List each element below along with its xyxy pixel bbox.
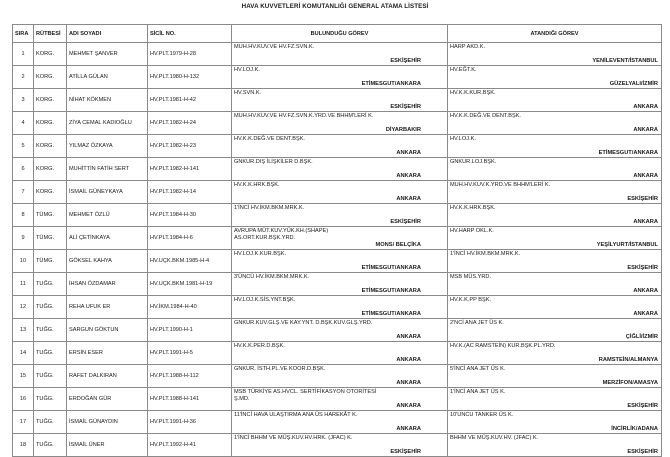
current-duty: HV.K.K.DEĞ.VE DENT.BŞK. [234, 136, 305, 142]
current-duty: HV.K.K.PER.D.BŞK. [234, 343, 285, 349]
new-location: ANKARA [633, 173, 658, 179]
new-duty: 1'İNCİ ANA JET ÜS K. [450, 389, 506, 395]
table-row [13, 181, 662, 204]
cell-bulundugu-gorev [232, 273, 448, 296]
cell-rutbe: KORG. [34, 158, 67, 181]
cell-rutbe: TUĞG. [34, 434, 67, 457]
new-duty: HV.HARP OKL.K. [450, 228, 494, 234]
new-location: MERZİFON/AMASYA [602, 380, 658, 386]
cell-ad-soyad: ALİ ÇETİNKAYA [67, 227, 148, 250]
cell-sicil: HV.UÇK.BKM.1981-H-19 [148, 273, 232, 296]
cell-sira: 8 [13, 204, 34, 227]
new-duty: 1'İNCİ HV.İKM.BKM.MRK.K. [450, 251, 521, 257]
current-location: ESKİŞEHİR [390, 58, 421, 64]
cell-bulundugu-gorev [232, 158, 448, 181]
header-bulundugu-gorev: BULUNDUĞU GÖREV [232, 25, 448, 43]
current-duty: 1'İNCİ HV.İKM.BKM.MRK.K. [234, 205, 305, 211]
table-row [13, 342, 662, 365]
cell-ad-soyad: RAFET DALKIRAN [67, 365, 148, 388]
new-duty: HV.K.K.HRK.BŞK. [450, 205, 496, 211]
cell-rutbe: KORG. [34, 66, 67, 89]
cell-atandigi-gorev [448, 273, 662, 296]
new-duty: MUH.HV.KUV.K.YRD.VE BHHM'LERİ K. [450, 182, 551, 188]
table-row [13, 273, 662, 296]
current-location: MONS/ BELÇİKA [375, 242, 421, 248]
current-duty: AVRUPA MÜT.KUV.YÜK.KH.(SHAPE) AS.ORT.KUR.BŞK.YRD. [234, 228, 329, 241]
cell-atandigi-gorev [448, 296, 662, 319]
table-row [13, 319, 662, 342]
cell-bulundugu-gorev [232, 319, 448, 342]
cell-ad-soyad: REHA UFUK ER [67, 296, 148, 319]
current-duty: HV.LOJ.K.SİS.YNT.BŞK. [234, 297, 296, 303]
cell-atandigi-gorev [448, 43, 662, 66]
cell-sira: 4 [13, 112, 34, 135]
current-duty: 11'İNCİ HAVA ULAŞTIRMA ANA ÜS HAREKÂT K. [234, 412, 358, 418]
current-duty: HV.SVN.K. [234, 90, 262, 96]
current-location: ETİMESGUT/ANKARA [361, 265, 421, 271]
cell-sira: 10 [13, 250, 34, 273]
cell-bulundugu-gorev [232, 342, 448, 365]
cell-sira: 18 [13, 434, 34, 457]
current-duty: HV.K.K.HRK.BŞK. [234, 182, 280, 188]
cell-sicil: HV.PLT.1988-H-112 [148, 365, 232, 388]
cell-sira: 15 [13, 365, 34, 388]
cell-rutbe: TÜMG. [34, 204, 67, 227]
current-location: DİYARBAKIR [385, 127, 421, 133]
cell-ad-soyad: NİHAT KÖKMEN [67, 89, 148, 112]
new-location: ANKARA [633, 219, 658, 225]
new-duty: HV.K.K.DEĞ.VE DENT.BŞK. [450, 113, 521, 119]
current-location: ETİMESGUT/ANKARA [361, 81, 421, 87]
current-location: ANKARA [396, 403, 421, 409]
table-row [13, 227, 662, 250]
cell-bulundugu-gorev [232, 204, 448, 227]
cell-atandigi-gorev [448, 342, 662, 365]
new-location: ETİMESGUT/ANKARA [598, 150, 658, 156]
general-assignment-table [12, 24, 662, 457]
current-location: ANKARA [396, 173, 421, 179]
cell-ad-soyad: YILMAZ ÖZKAYA [67, 135, 148, 158]
cell-sira: 2 [13, 66, 34, 89]
header-rutbe: RÜTBESİ [34, 25, 67, 43]
new-duty: HV.LOJ.K. [450, 136, 476, 142]
cell-rutbe: TUĞG. [34, 273, 67, 296]
cell-rutbe: KORG. [34, 43, 67, 66]
cell-ad-soyad: İSMAİL GÜNAYDIN [67, 411, 148, 434]
cell-bulundugu-gorev [232, 181, 448, 204]
cell-atandigi-gorev [448, 365, 662, 388]
new-location: ÇİĞLİ/İZMİR [625, 334, 658, 340]
cell-sira: 13 [13, 319, 34, 342]
new-location: RAMSTEİN/ALMANYA [598, 357, 658, 363]
new-location: ANKARA [633, 288, 658, 294]
cell-rutbe: TÜMG. [34, 250, 67, 273]
cell-sicil: HV.PLT.1981-H-42 [148, 89, 232, 112]
new-duty: HV.K.(AC RAMSTEİN) KUR.BŞK.PL.YRD. [450, 343, 556, 349]
current-duty: GNKUR. İSTH.PL.VE KOOR.D.BŞK. [234, 366, 326, 372]
table-row [13, 135, 662, 158]
cell-sicil: HV.UÇK.BKM.1985-H-4 [148, 250, 232, 273]
current-location: ANKARA [396, 196, 421, 202]
cell-rutbe: TUĞG. [34, 319, 67, 342]
cell-sira: 16 [13, 388, 34, 411]
cell-atandigi-gorev [448, 89, 662, 112]
current-duty: HV.LOJ.K. [234, 67, 260, 73]
current-duty: MSB TÜRKİYE AS.HVCL. SERTİFİKASYON OTORİTESİ Ş.MD. [234, 389, 377, 402]
cell-rutbe: TUĞG. [34, 365, 67, 388]
new-location: ANKARA [633, 104, 658, 110]
header-ad-soyad: ADI SOYADI [67, 25, 148, 43]
cell-sira: 17 [13, 411, 34, 434]
cell-atandigi-gorev [448, 388, 662, 411]
cell-sicil: HV.PLT.1984-H-30 [148, 204, 232, 227]
cell-sicil: HV.PLT.1979-H-28 [148, 43, 232, 66]
current-location: ANKARA [396, 150, 421, 156]
table-row [13, 43, 662, 66]
header-sira: SIRA [13, 25, 34, 43]
cell-sicil: HV.PLT.1982-H-23 [148, 135, 232, 158]
cell-bulundugu-gorev [232, 66, 448, 89]
table-row [13, 434, 662, 457]
new-location: İNCİRLİK/ADANA [611, 426, 658, 432]
cell-sira: 5 [13, 135, 34, 158]
new-duty: GNKUR.LOJ.BŞK. [450, 159, 497, 165]
new-location: GÜZELYALI/İZMİR [609, 81, 658, 87]
cell-ad-soyad: ZİYA CEMAL KADIOĞLU [67, 112, 148, 135]
cell-atandigi-gorev [448, 434, 662, 457]
current-location: ESKİŞEHİR [390, 449, 421, 455]
cell-sicil: HV.PLT.1982-H-24 [148, 112, 232, 135]
cell-bulundugu-gorev [232, 411, 448, 434]
cell-sira: 1 [13, 43, 34, 66]
new-duty: 2'NCİ ANA JET ÜS K. [450, 320, 504, 326]
cell-ad-soyad: SARGUN GÖKTUN [67, 319, 148, 342]
cell-rutbe: KORG. [34, 112, 67, 135]
new-location: ESKİŞEHİR [627, 196, 658, 202]
new-duty: HARP AKD.K. [450, 44, 486, 50]
current-duty: GNKUR.KUV.GLŞ.VE KAY.YNT. D.BŞK.KUV.GLŞ.YRD. [234, 320, 373, 326]
new-duty: HV.EĞT.K. [450, 67, 477, 73]
cell-sicil: HV.PLT.1982-H-141 [148, 158, 232, 181]
cell-rutbe: KORG. [34, 181, 67, 204]
cell-sicil: HV.PLT.1991-H-36 [148, 411, 232, 434]
current-duty: 1'İNCİ BHHM VE MÜŞ.KUV.HV.HRK. (JFAC) K. [234, 435, 353, 441]
new-duty: 10'UNCU TANKER ÜS K. [450, 412, 514, 418]
cell-atandigi-gorev [448, 227, 662, 250]
cell-bulundugu-gorev [232, 43, 448, 66]
cell-ad-soyad: İSMAİL GÜNEYKAYA [67, 181, 148, 204]
cell-bulundugu-gorev [232, 250, 448, 273]
cell-ad-soyad: GÖKSEL KAHYA [67, 250, 148, 273]
current-location: ANKARA [396, 380, 421, 386]
new-location: YEŞİLYURT/İSTANBUL [596, 242, 658, 248]
cell-bulundugu-gorev [232, 388, 448, 411]
cell-atandigi-gorev [448, 250, 662, 273]
new-duty: HV.K.K.PP BŞK. [450, 297, 492, 303]
table-row [13, 250, 662, 273]
cell-sira: 6 [13, 158, 34, 181]
cell-ad-soyad: ATİLLA GÜLAN [67, 66, 148, 89]
cell-sira: 14 [13, 342, 34, 365]
current-location: ETİMESGUT/ANKARA [361, 311, 421, 317]
cell-rutbe: KORG. [34, 135, 67, 158]
cell-ad-soyad: ERSİN ESER [67, 342, 148, 365]
cell-rutbe: TUĞG. [34, 296, 67, 319]
cell-sicil: HV.PLT.1992-H-41 [148, 434, 232, 457]
cell-ad-soyad: İHSAN ÖZDAMAR [67, 273, 148, 296]
cell-rutbe: TÜMG. [34, 227, 67, 250]
cell-atandigi-gorev [448, 112, 662, 135]
new-duty: BHHM VE MÜŞ.KUV.HV. (JFAC) K. [450, 435, 539, 441]
cell-bulundugu-gorev [232, 365, 448, 388]
cell-sicil: HV.PLT.1988-H-141 [148, 388, 232, 411]
header-sicil: SİCİL NO. [148, 25, 232, 43]
cell-sira: 12 [13, 296, 34, 319]
cell-sira: 11 [13, 273, 34, 296]
current-duty: MUH.HV.KUV.VE HV.FZ.SVN.K. [234, 44, 315, 50]
new-duty: 5'İNCİ ANA JET ÜS K. [450, 366, 506, 372]
cell-sicil: HV.İKM.1984-H-40 [148, 296, 232, 319]
cell-sira: 7 [13, 181, 34, 204]
current-duty: 3'ÜNCÜ HV.İKM.BKM.MRK.K. [234, 274, 310, 280]
cell-ad-soyad: MUHİTTİN FATİH SERT [67, 158, 148, 181]
table-row [13, 365, 662, 388]
cell-rutbe: TUĞG. [34, 411, 67, 434]
table-row [13, 112, 662, 135]
cell-atandigi-gorev [448, 158, 662, 181]
cell-sira: 9 [13, 227, 34, 250]
table-row [13, 296, 662, 319]
current-duty: HV.LOJ.K.KUR.BŞK. [234, 251, 287, 257]
cell-rutbe: TUĞG. [34, 388, 67, 411]
current-duty: MUH.HV.KUV.VE HV.FZ.SVN.K.YRD.VE BHHM'LERİ K. [234, 113, 374, 119]
cell-sicil: HV.PLT.1982-H-14 [148, 181, 232, 204]
cell-atandigi-gorev [448, 411, 662, 434]
cell-atandigi-gorev [448, 181, 662, 204]
cell-ad-soyad: MEHMET ŞANVER [67, 43, 148, 66]
cell-atandigi-gorev [448, 204, 662, 227]
table-row [13, 411, 662, 434]
cell-sicil: HV.PLT.1984-H-6 [148, 227, 232, 250]
cell-sicil: HV.PLT.1980-H-132 [148, 66, 232, 89]
header-atandigi-gorev: ATANDIĞI GÖREV [448, 25, 662, 43]
new-location: YENİLEVENT/İSTANBUL [592, 58, 658, 64]
current-location: ETİMESGUT/ANKARA [361, 288, 421, 294]
current-location: ANKARA [396, 426, 421, 432]
cell-bulundugu-gorev [232, 89, 448, 112]
table-row [13, 388, 662, 411]
new-duty: MSB MÜS.YRD. [450, 274, 492, 280]
cell-sicil: HV.PLT.1991-H-5 [148, 342, 232, 365]
document-title: HAVA KUVVETLERİ KOMUTANLIĞI GENERAL ATAMA LİSTESİ [241, 3, 429, 10]
table-row [13, 66, 662, 89]
current-location: ESKİŞEHİR [390, 219, 421, 225]
cell-rutbe: TUĞG. [34, 342, 67, 365]
cell-bulundugu-gorev [232, 135, 448, 158]
current-location: ANKARA [396, 334, 421, 340]
new-location: ANKARA [633, 127, 658, 133]
new-duty: HV.K.K.KUR.BŞK. [450, 90, 496, 96]
table-row [13, 89, 662, 112]
new-location: ANKARA [633, 311, 658, 317]
current-location: ESKİŞEHİR [390, 104, 421, 110]
cell-bulundugu-gorev [232, 296, 448, 319]
new-location: ESKİŞEHİR [627, 403, 658, 409]
table-row [13, 204, 662, 227]
table-row [13, 158, 662, 181]
table-header-row [13, 25, 662, 43]
cell-atandigi-gorev [448, 319, 662, 342]
cell-sicil: HV.PLT.1990-H-1 [148, 319, 232, 342]
cell-rutbe: KORG. [34, 89, 67, 112]
current-duty: GNKUR.DIŞ İLİŞKİLER D.BŞK. [234, 159, 313, 165]
cell-bulundugu-gorev [232, 112, 448, 135]
cell-bulundugu-gorev [232, 227, 448, 250]
cell-atandigi-gorev [448, 135, 662, 158]
cell-ad-soyad: ERDOĞAN GÜR [67, 388, 148, 411]
new-location: ESKİŞEHİR [627, 265, 658, 271]
new-location: ESKİŞEHİR [627, 449, 658, 455]
cell-ad-soyad: MEHMET ÖZLÜ [67, 204, 148, 227]
cell-atandigi-gorev [448, 66, 662, 89]
cell-ad-soyad: İSMAİL ÜNER [67, 434, 148, 457]
cell-bulundugu-gorev [232, 434, 448, 457]
cell-sira: 3 [13, 89, 34, 112]
current-location: ANKARA [396, 357, 421, 363]
